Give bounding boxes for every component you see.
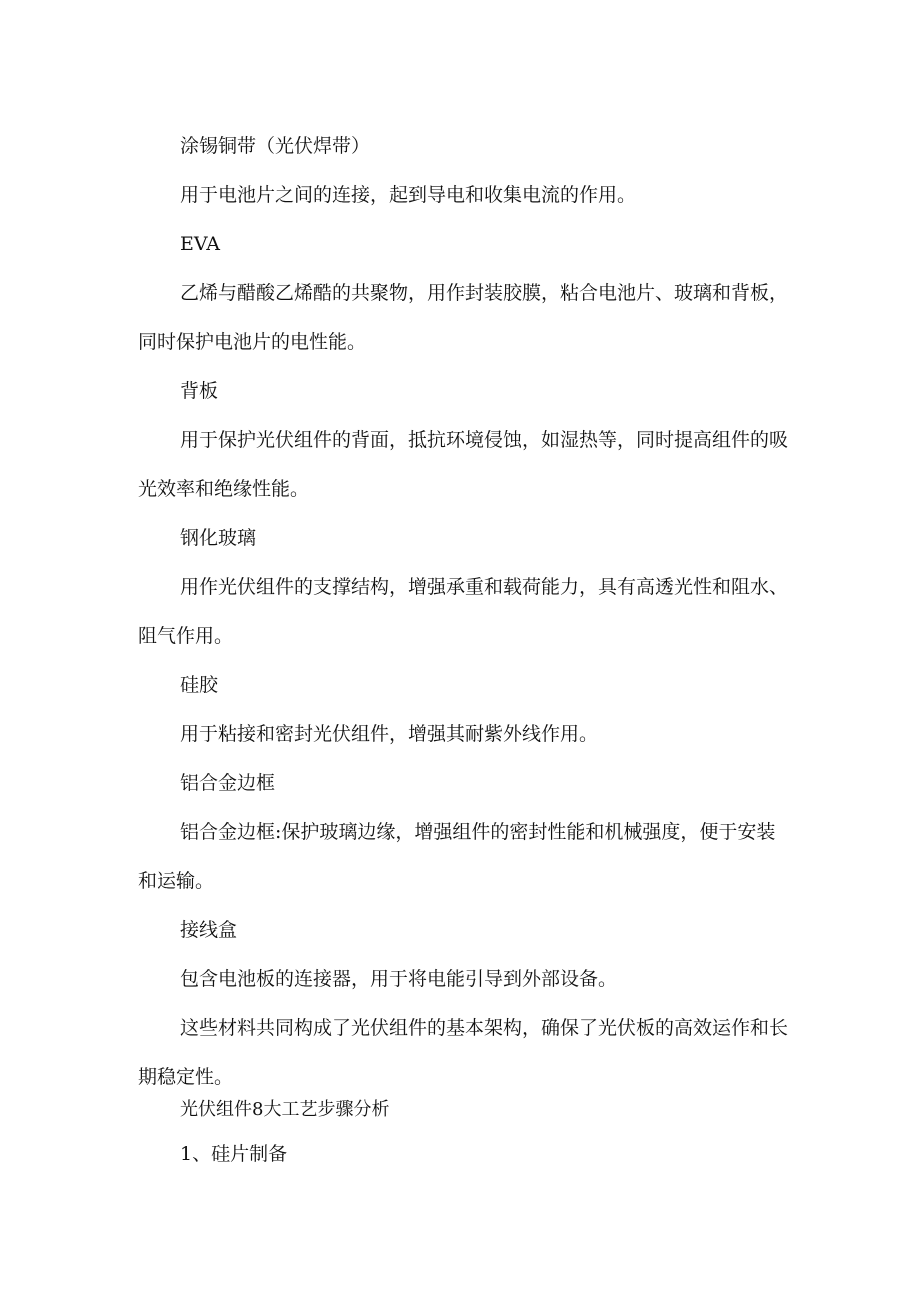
paragraph-glass-description: 用作光伏组件的支撑结构，增强承重和载荷能力，具有高透光性和阻水、阻气作用。 [138, 576, 789, 647]
heading-eva: EVA [180, 233, 221, 255]
paragraph-junction-box-description: 包含电池板的连接器，用于将电能引导到外部设备。 [180, 968, 618, 990]
heading-backsheet: 背板 [180, 380, 219, 402]
paragraph-silicone-description: 用于粘接和密封光伏组件，增强其耐紫外线作用。 [180, 723, 599, 745]
heading-junction-box: 接线盒 [180, 919, 238, 941]
paragraph-backsheet-description: 用于保护光伏组件的背面，抵抗环境侵蚀，如湿热等，同时提高组件的吸光效率和绝缘性能。 [138, 429, 789, 500]
section-title-process-steps: 光伏组件8大工艺步骤分析 [180, 1099, 390, 1120]
paragraph-eva-description: 乙烯与醋酸乙烯酷的共聚物，用作封装胶膜，粘合电池片、玻璃和背板，同时保护电池片的电性能。 [138, 282, 789, 353]
paragraph-ribbon-description: 用于电池片之间的连接，起到导电和收集电流的作用。 [180, 184, 637, 206]
heading-tempered-glass: 钢化玻璃 [180, 527, 257, 549]
step-1-title: 1、硅片制备 [180, 1143, 288, 1165]
heading-silicone: 硅胶 [180, 674, 219, 696]
heading-aluminum-frame: 铝合金边框 [180, 772, 276, 794]
paragraph-frame-description: 铝合金边框:保护玻璃边缘，增强组件的密封性能和机械强度，便于安装和运输。 [138, 821, 776, 892]
heading-tinned-copper-ribbon: 涂锡铜带（光伏焊带） [180, 135, 371, 157]
paragraph-summary: 这些材料共同构成了光伏组件的基本架构，确保了光伏板的高效运作和长期稳定性。 [138, 1017, 789, 1088]
